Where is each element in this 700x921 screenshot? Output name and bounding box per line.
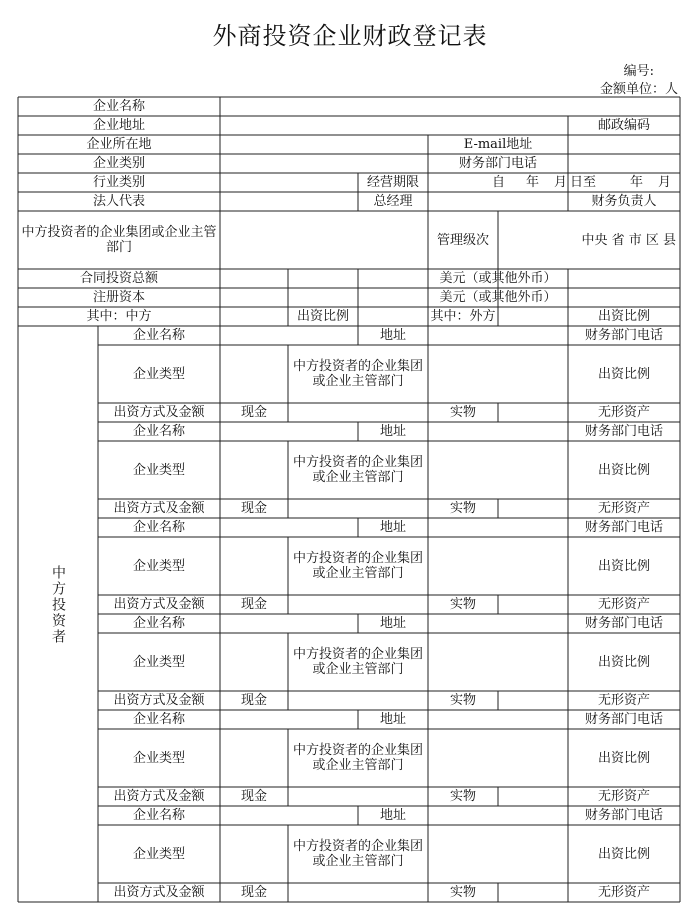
investor-address-label: 地址 — [379, 712, 406, 727]
cash-label: 现金 — [240, 885, 267, 900]
cash-label: 现金 — [240, 501, 267, 516]
cash-label: 现金 — [240, 597, 267, 612]
date-year-1: 年 — [526, 175, 540, 190]
finance-phone-label: 财务部门电话 — [458, 156, 537, 171]
of-which-chinese-label: 其中：中方 — [86, 309, 152, 324]
enterprise-name-label: 企业名称 — [92, 99, 145, 114]
investor-group-label: 中方投资者的企业集团或企业主管部门 — [292, 551, 423, 581]
investor-group-label: 中方投资者的企业集团或企业主管部门 — [292, 359, 423, 389]
legal-rep-label: 法人代表 — [92, 194, 145, 209]
serial-number-label: 编号: — [623, 64, 654, 79]
investor-group-label: 中方投资者的企业集团或企业主管部门 — [292, 839, 423, 869]
cash-label: 现金 — [240, 789, 267, 804]
investor-type-label: 企业类型 — [132, 750, 185, 766]
intangible-label: 无形资产 — [597, 885, 650, 900]
location-label: 企业所在地 — [86, 137, 152, 152]
email-label: E-mail地址 — [463, 137, 533, 152]
investor-group-label: 中方投资者的企业集团或企业主管部门 — [292, 455, 423, 485]
investor-name-label: 企业名称 — [132, 616, 185, 631]
investor-ratio-label: 出资比例 — [597, 846, 650, 862]
currency-unit-label: 金额单位：人 — [599, 82, 678, 97]
physical-label: 实物 — [449, 405, 476, 420]
of-which-foreign-label: 其中：外方 — [430, 309, 496, 324]
investor-ratio-label: 出资比例 — [597, 366, 650, 382]
postal-code-label: 邮政编码 — [597, 118, 650, 133]
investor-finance-phone-label: 财务部门电话 — [584, 520, 663, 535]
intangible-label: 无形资产 — [597, 597, 650, 612]
investor-finance-phone-label: 财务部门电话 — [584, 712, 663, 727]
management-level-label: 管理级次 — [436, 232, 489, 248]
investor-type-label: 企业类型 — [132, 846, 185, 862]
investor-name-label: 企业名称 — [132, 712, 185, 727]
investment-method-label: 出资方式及金额 — [113, 405, 205, 420]
investor-address-label: 地址 — [379, 808, 406, 823]
investor-address-label: 地址 — [379, 328, 406, 343]
usd-label-1: 美元（或其他外币） — [439, 271, 557, 286]
investment-method-label: 出资方式及金额 — [113, 597, 205, 612]
intangible-label: 无形资产 — [597, 693, 650, 708]
date-month-2: 月 — [658, 175, 672, 190]
general-manager-label: 总经理 — [373, 194, 413, 209]
intangible-label: 无形资产 — [597, 501, 650, 516]
chinese-group-label: 中方投资者的企业集团或企业主管部门 — [21, 225, 217, 255]
physical-label: 实物 — [449, 597, 476, 612]
investor-ratio-label: 出资比例 — [597, 750, 650, 766]
investor-finance-phone-label: 财务部门电话 — [584, 616, 663, 631]
enterprise-type-label: 企业类别 — [92, 156, 145, 171]
foreign-ratio-label: 出资比例 — [597, 309, 650, 324]
investor-ratio-label: 出资比例 — [597, 462, 650, 478]
investor-type-label: 企业类型 — [132, 654, 185, 670]
usd-label-2: 美元（或其他外币） — [439, 290, 557, 305]
investor-finance-phone-label: 财务部门电话 — [584, 808, 663, 823]
investor-ratio-label: 出资比例 — [597, 558, 650, 574]
registered-capital-label: 注册资本 — [92, 290, 145, 305]
date-month-1: 月 — [554, 175, 568, 190]
date-from: 自 — [492, 175, 506, 190]
business-period-label: 经营期限 — [366, 175, 419, 190]
chinese-investor-side-label: 中方投资者 — [50, 565, 66, 645]
investor-name-label: 企业名称 — [132, 808, 185, 823]
investor-name-label: 企业名称 — [132, 520, 185, 535]
business-period-dates — [428, 173, 680, 192]
chinese-ratio-label: 出资比例 — [296, 309, 349, 324]
enterprise-address-field[interactable] — [220, 116, 568, 135]
cash-label: 现金 — [240, 693, 267, 708]
investor-type-label: 企业类型 — [132, 462, 185, 478]
investment-method-label: 出资方式及金额 — [113, 885, 205, 900]
intangible-label: 无形资产 — [597, 789, 650, 804]
enterprise-address-label: 企业地址 — [92, 118, 145, 133]
investor-address-label: 地址 — [379, 520, 406, 535]
investor-ratio-label: 出资比例 — [597, 654, 650, 670]
investor-name-label: 企业名称 — [132, 424, 185, 439]
date-day-to: 日至 — [570, 175, 597, 190]
investment-method-label: 出资方式及金额 — [113, 789, 205, 804]
investor-group-label: 中方投资者的企业集团或企业主管部门 — [292, 743, 423, 773]
physical-label: 实物 — [449, 789, 476, 804]
enterprise-name-field[interactable] — [220, 97, 680, 116]
investor-group-label: 中方投资者的企业集团或企业主管部门 — [292, 647, 423, 677]
cash-label: 现金 — [240, 405, 267, 420]
document-title: 外商投资企业财政登记表 — [212, 22, 488, 50]
finance-head-label: 财务负责人 — [591, 194, 657, 209]
investor-name-label: 企业名称 — [132, 328, 185, 343]
investment-method-label: 出资方式及金额 — [113, 501, 205, 516]
date-year-2: 年 — [630, 175, 644, 190]
investment-method-label: 出资方式及金额 — [113, 693, 205, 708]
management-levels: 中央 省 市 区 县 — [581, 232, 676, 248]
intangible-label: 无形资产 — [597, 405, 650, 420]
physical-label: 实物 — [449, 501, 476, 516]
physical-label: 实物 — [449, 693, 476, 708]
industry-type-label: 行业类别 — [92, 175, 145, 190]
investor-type-label: 企业类型 — [132, 366, 185, 382]
investor-address-label: 地址 — [379, 424, 406, 439]
physical-label: 实物 — [449, 885, 476, 900]
investor-address-label: 地址 — [379, 616, 406, 631]
investor-finance-phone-label: 财务部门电话 — [584, 424, 663, 439]
total-investment-label: 合同投资总额 — [79, 271, 158, 286]
investor-type-label: 企业类型 — [132, 558, 185, 574]
investor-finance-phone-label: 财务部门电话 — [584, 328, 663, 343]
